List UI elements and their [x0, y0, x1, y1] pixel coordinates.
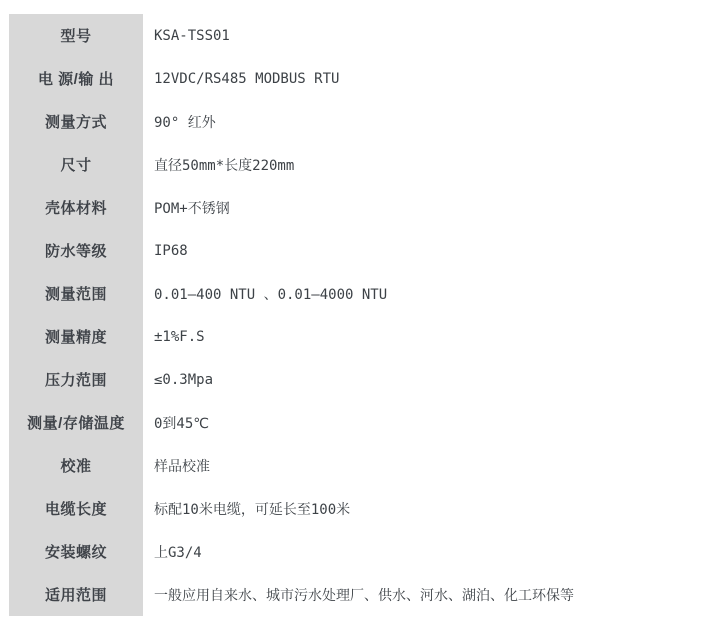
spec-label: 适用范围 [9, 573, 143, 616]
spec-value: 0到45℃ [154, 415, 210, 432]
spec-label: 测量/存储温度 [9, 401, 143, 444]
spec-value: 直径50mm*长度220mm [154, 157, 295, 174]
spec-row [9, 143, 700, 186]
spec-row [9, 573, 700, 616]
spec-value: 90° 红外 [154, 114, 216, 131]
spec-row [9, 272, 700, 315]
spec-label: 测量方式 [9, 100, 143, 143]
spec-row [9, 14, 700, 57]
spec-value: 一般应用自来水、城市污水处理厂、供水、河水、湖泊、化工环保等 [154, 587, 574, 604]
spec-value: ≤0.3Mpa [154, 371, 214, 388]
spec-label: 型号 [9, 14, 143, 57]
spec-row [9, 444, 700, 487]
spec-label: 测量范围 [9, 272, 143, 315]
spec-row [9, 358, 700, 401]
spec-label: 防水等级 [9, 229, 143, 272]
spec-value: 标配10米电缆，可延长至100米 [154, 501, 351, 518]
spec-row [9, 100, 700, 143]
spec-label: 安装螺纹 [9, 530, 143, 573]
spec-label: 壳体材料 [9, 186, 143, 229]
spec-value: 样品校准 [154, 458, 210, 475]
spec-row [9, 315, 700, 358]
spec-row [9, 530, 700, 573]
spec-value: POM+不锈钢 [154, 200, 230, 217]
spec-value: KSA-TSS01 [154, 27, 230, 44]
spec-value: 0.01—400 NTU 、0.01—4000 NTU [154, 286, 388, 303]
spec-label: 电 源/输 出 [9, 57, 143, 100]
spec-label: 测量精度 [9, 315, 143, 358]
spec-value: 上G3/4 [154, 544, 202, 561]
spec-row [9, 401, 700, 444]
spec-value: IP68 [154, 242, 188, 259]
spec-value: 12VDC/RS485 MODBUS RTU [154, 70, 340, 87]
spec-row [9, 229, 700, 272]
spec-row [9, 186, 700, 229]
spec-row [9, 487, 700, 530]
product-spec-table [9, 14, 700, 616]
spec-label: 压力范围 [9, 358, 143, 401]
spec-label: 电缆长度 [9, 487, 143, 530]
spec-label: 校准 [9, 444, 143, 487]
spec-label: 尺寸 [9, 143, 143, 186]
spec-value: ±1%F.S [154, 328, 205, 345]
spec-row [9, 57, 700, 100]
